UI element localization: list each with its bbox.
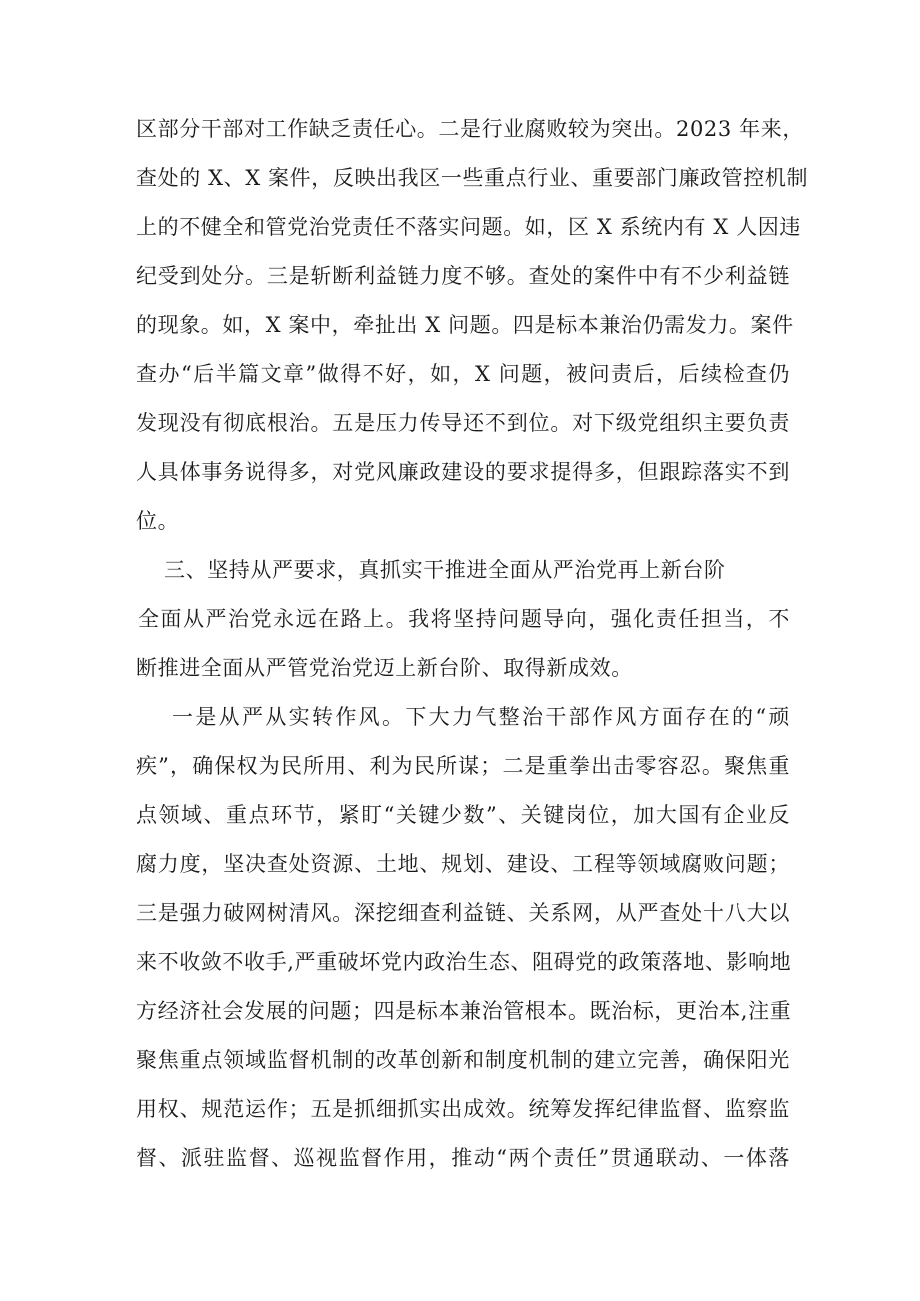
text-line: 位。 (136, 509, 180, 533)
text-line: 的现象。如，X 案中，牵扯出 X 问题。四是标本兼治仍需发力。案件 (136, 313, 794, 337)
text-line: 查办“后半篇文章”做得不好，如，X 问题，被问责后，后续检查仍 (136, 362, 790, 386)
text-line: 人具体事务说得多，对党风廉政建设的要求提得多，但跟踪落实不到 (136, 460, 790, 484)
text-line: 三是强力破网树清风。深挖细查利益链、关系网，从严查处十八大以 (136, 901, 790, 925)
text-line: 查处的 X、X 案件，反映出我区一些重点行业、重要部门廉政管控机制 (136, 166, 809, 190)
text-line: 聚焦重点领域监督机制的改革创新和制度机制的建立完善，确保阳光 (136, 1048, 790, 1072)
text-line: 用权、规范运作；五是抓细抓实出成效。统筹发挥纪律监督、监察监 (136, 1097, 790, 1121)
section-heading: 三、坚持从严要求，真抓实干推进全面从严治党再上新台阶 (164, 558, 726, 582)
text-line: 方经济社会发展的问题；四是标本兼治管根本。既治标，更治本,注重 (136, 999, 792, 1023)
text-line: 区部分干部对工作缺乏责任心。二是行业腐败较为突出。2023 年来， (136, 117, 804, 141)
text-line: 来不收敛不收手,严重破坏党内政治生态、阻碍党的政策落地、影响地 (136, 950, 792, 974)
text-line: 纪受到处分。三是斩断利益链力度不够。查处的案件中有不少利益链 (136, 264, 790, 288)
text-line: 一是从严从实转作风。下大力气整治干部作风方面存在的“顽 (172, 705, 790, 729)
text-line: 腐力度，坚决查处资源、土地、规划、建设、工程等领域腐败问题； (136, 852, 790, 876)
text-line: 点领域、重点环节，紧盯“关键少数”、关键岗位，加大国有企业反 (136, 803, 790, 827)
text-line: 上的不健全和管党治党责任不落实问题。如，区 X 系统内有 X 人因违 (136, 215, 801, 239)
text-line: 督、派驻监督、巡视监督作用，推动“两个责任”贯通联动、一体落 (136, 1146, 790, 1170)
text-line: 断推进全面从严管党治党迈上新台阶、取得新成效。 (136, 656, 633, 680)
text-line: 发现没有彻底根治。五是压力传导还不到位。对下级党组织主要负责 (136, 411, 790, 435)
text-line: 全面从严治党永远在路上。我将坚持问题导向，强化责任担当，不 (138, 607, 790, 631)
text-line: 疾”，确保权为民所用、利为民所谋；二是重拳出击零容忍。聚焦重 (136, 754, 790, 778)
